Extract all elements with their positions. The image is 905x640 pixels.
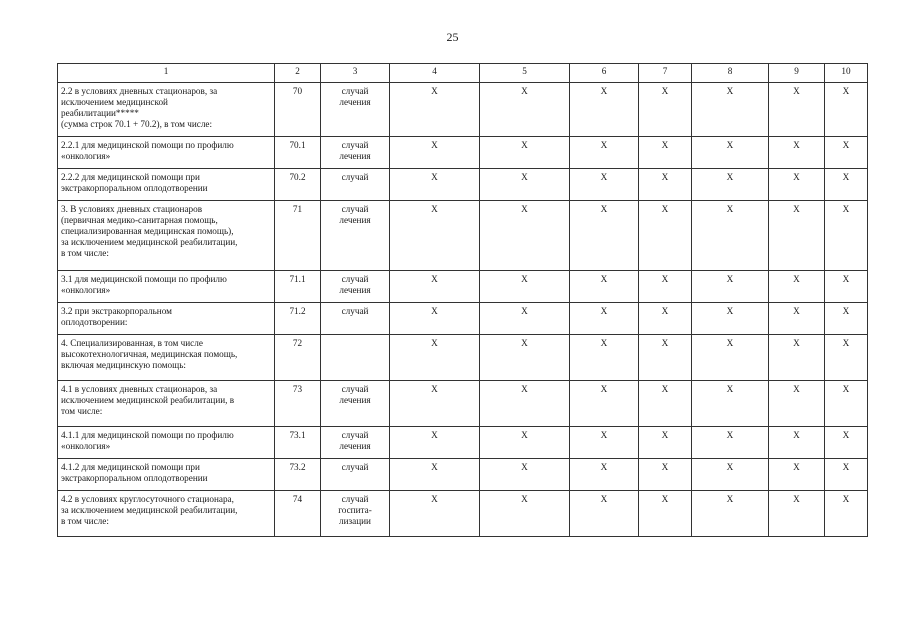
header-cell: 1 xyxy=(58,64,275,83)
row-value: X xyxy=(480,137,570,169)
header-cell: 8 xyxy=(692,64,769,83)
row-value: X xyxy=(639,303,692,335)
row-value: X xyxy=(570,137,639,169)
row-value: X xyxy=(825,427,868,459)
row-value: X xyxy=(769,83,825,137)
row-unit: случай лечения xyxy=(339,140,371,161)
row-value: X xyxy=(570,271,639,303)
row-unit-cell xyxy=(321,83,390,137)
row-value: X xyxy=(570,381,639,427)
row-unit-cell xyxy=(321,335,390,381)
row-value: X xyxy=(769,381,825,427)
row-name: 4.1.1 для медицинской помощи по профилю «онкология» xyxy=(61,430,234,451)
row-unit: случай лечения xyxy=(339,430,371,451)
row-unit-cell xyxy=(321,303,390,335)
row-value: X xyxy=(570,335,639,381)
row-value: X xyxy=(825,169,868,201)
row-value: X xyxy=(390,201,480,271)
row-value: X xyxy=(692,427,769,459)
row-unit-cell xyxy=(321,169,390,201)
row-value: X xyxy=(825,381,868,427)
row-value: X xyxy=(692,335,769,381)
row-value: X xyxy=(692,83,769,137)
row-value: X xyxy=(570,491,639,537)
table-row xyxy=(58,491,868,537)
row-value: X xyxy=(570,303,639,335)
table-row xyxy=(58,271,868,303)
row-value: X xyxy=(570,169,639,201)
row-value: X xyxy=(639,201,692,271)
row-unit: случай лечения xyxy=(339,384,371,405)
row-code: 71.1 xyxy=(275,271,321,303)
row-code: 70 xyxy=(275,83,321,137)
row-unit: случай лечения xyxy=(339,204,371,225)
row-value: X xyxy=(390,335,480,381)
row-name: 4.1.2 для медицинской помощи при экстракорпоральном оплодотворении xyxy=(61,462,208,483)
row-value: X xyxy=(480,491,570,537)
row-code: 71.2 xyxy=(275,303,321,335)
row-unit-cell xyxy=(321,381,390,427)
header-cell: 7 xyxy=(639,64,692,83)
row-unit-cell xyxy=(321,271,390,303)
row-name-cell xyxy=(58,271,275,303)
table-row xyxy=(58,427,868,459)
row-code: 71 xyxy=(275,201,321,271)
header-row xyxy=(58,64,868,83)
row-value: X xyxy=(825,271,868,303)
row-value: X xyxy=(769,271,825,303)
row-value: X xyxy=(390,381,480,427)
table-row xyxy=(58,201,868,271)
row-name-cell xyxy=(58,303,275,335)
row-code: 74 xyxy=(275,491,321,537)
table-row xyxy=(58,335,868,381)
row-code: 70.2 xyxy=(275,169,321,201)
row-value: X xyxy=(825,201,868,271)
row-unit-cell xyxy=(321,137,390,169)
row-value: X xyxy=(390,169,480,201)
row-name-cell xyxy=(58,83,275,137)
row-value: X xyxy=(480,169,570,201)
row-value: X xyxy=(390,303,480,335)
row-value: X xyxy=(570,83,639,137)
row-value: X xyxy=(480,381,570,427)
row-code: 73.2 xyxy=(275,459,321,491)
table-row xyxy=(58,303,868,335)
row-name-cell xyxy=(58,137,275,169)
row-name-cell xyxy=(58,201,275,271)
row-code: 70.1 xyxy=(275,137,321,169)
row-name-cell xyxy=(58,335,275,381)
row-value: X xyxy=(769,427,825,459)
row-value: X xyxy=(390,83,480,137)
row-name: 3. В условиях дневных стационаров (первичная медико-санитарная помощь, специализированная медицинская помощь), за исключением медицинской реабилитации, в том числе: xyxy=(61,204,238,258)
row-value: X xyxy=(480,303,570,335)
row-value: X xyxy=(825,491,868,537)
row-name-cell xyxy=(58,427,275,459)
row-value: X xyxy=(480,459,570,491)
row-value: X xyxy=(480,271,570,303)
row-unit: случай xyxy=(341,462,369,472)
row-name: 3.1 для медицинской помощи по профилю «онкология» xyxy=(61,274,227,295)
row-unit: случай xyxy=(341,306,369,316)
row-value: X xyxy=(825,137,868,169)
row-value: X xyxy=(390,491,480,537)
header-cell: 5 xyxy=(480,64,570,83)
row-value: X xyxy=(480,83,570,137)
row-name: 2.2.1 для медицинской помощи по профилю «онкология» xyxy=(61,140,234,161)
row-value: X xyxy=(390,427,480,459)
row-unit: случай xyxy=(341,172,369,182)
row-value: X xyxy=(769,201,825,271)
row-value: X xyxy=(639,335,692,381)
row-value: X xyxy=(639,381,692,427)
table-row xyxy=(58,83,868,137)
row-unit-cell xyxy=(321,491,390,537)
row-code: 73 xyxy=(275,381,321,427)
row-value: X xyxy=(480,335,570,381)
row-value: X xyxy=(769,459,825,491)
row-unit-cell xyxy=(321,459,390,491)
table-row xyxy=(58,137,868,169)
row-value: X xyxy=(639,83,692,137)
row-value: X xyxy=(570,459,639,491)
header-cell: 6 xyxy=(570,64,639,83)
page-number: 25 xyxy=(446,30,459,44)
row-code: 72 xyxy=(275,335,321,381)
row-unit: случай лечения xyxy=(339,274,371,295)
row-value: X xyxy=(390,271,480,303)
row-name-cell xyxy=(58,491,275,537)
row-value: X xyxy=(692,381,769,427)
row-value: X xyxy=(390,459,480,491)
row-value: X xyxy=(692,491,769,537)
row-value: X xyxy=(692,201,769,271)
row-name: 3.2 при экстракорпоральном оплодотворении: xyxy=(61,306,172,327)
header-cell: 9 xyxy=(769,64,825,83)
row-code: 73.1 xyxy=(275,427,321,459)
table-body xyxy=(58,64,868,537)
row-value: X xyxy=(692,459,769,491)
row-value: X xyxy=(570,427,639,459)
row-unit: случай госпита- лизации xyxy=(338,494,372,526)
row-value: X xyxy=(639,491,692,537)
row-value: X xyxy=(825,459,868,491)
row-name: 4.1 в условиях дневных стационаров, за исключением медицинской реабилитации, в том числе: xyxy=(61,384,235,416)
row-name: 4.2 в условиях круглосуточного стационара, за исключением медицинской реабилитации, в том числе: xyxy=(61,494,238,526)
row-unit-cell xyxy=(321,201,390,271)
row-unit-cell xyxy=(321,427,390,459)
row-value: X xyxy=(639,427,692,459)
row-value: X xyxy=(825,303,868,335)
row-value: X xyxy=(692,169,769,201)
row-value: X xyxy=(769,169,825,201)
row-value: X xyxy=(692,137,769,169)
row-value: X xyxy=(480,201,570,271)
row-value: X xyxy=(639,459,692,491)
row-value: X xyxy=(639,169,692,201)
header-cell: 4 xyxy=(390,64,480,83)
row-value: X xyxy=(769,335,825,381)
row-name: 4. Специализированная, в том числе высокотехнологичная, медицинская помощь, включая медицинскую помощь: xyxy=(61,338,238,370)
row-value: X xyxy=(692,271,769,303)
row-value: X xyxy=(769,491,825,537)
data-table xyxy=(57,63,868,537)
table-row xyxy=(58,381,868,427)
header-cell: 2 xyxy=(275,64,321,83)
table-row xyxy=(58,459,868,491)
row-name: 2.2 в условиях дневных стационаров, за исключением медицинской реабилитации***** (сумма строк 70.1 + 70.2), в том числе: xyxy=(61,86,218,129)
row-name: 2.2.2 для медицинской помощи при экстракорпоральном оплодотворении xyxy=(61,172,208,193)
header-cell: 10 xyxy=(825,64,868,83)
row-value: X xyxy=(825,83,868,137)
row-name-cell xyxy=(58,169,275,201)
row-value: X xyxy=(390,137,480,169)
row-value: X xyxy=(769,303,825,335)
row-value: X xyxy=(769,137,825,169)
row-name-cell xyxy=(58,381,275,427)
row-value: X xyxy=(692,303,769,335)
table-row xyxy=(58,169,868,201)
row-value: X xyxy=(639,271,692,303)
row-value: X xyxy=(480,427,570,459)
row-value: X xyxy=(825,335,868,381)
row-name-cell xyxy=(58,459,275,491)
header-cell: 3 xyxy=(321,64,390,83)
row-value: X xyxy=(570,201,639,271)
row-unit: случай лечения xyxy=(339,86,371,107)
row-value: X xyxy=(639,137,692,169)
